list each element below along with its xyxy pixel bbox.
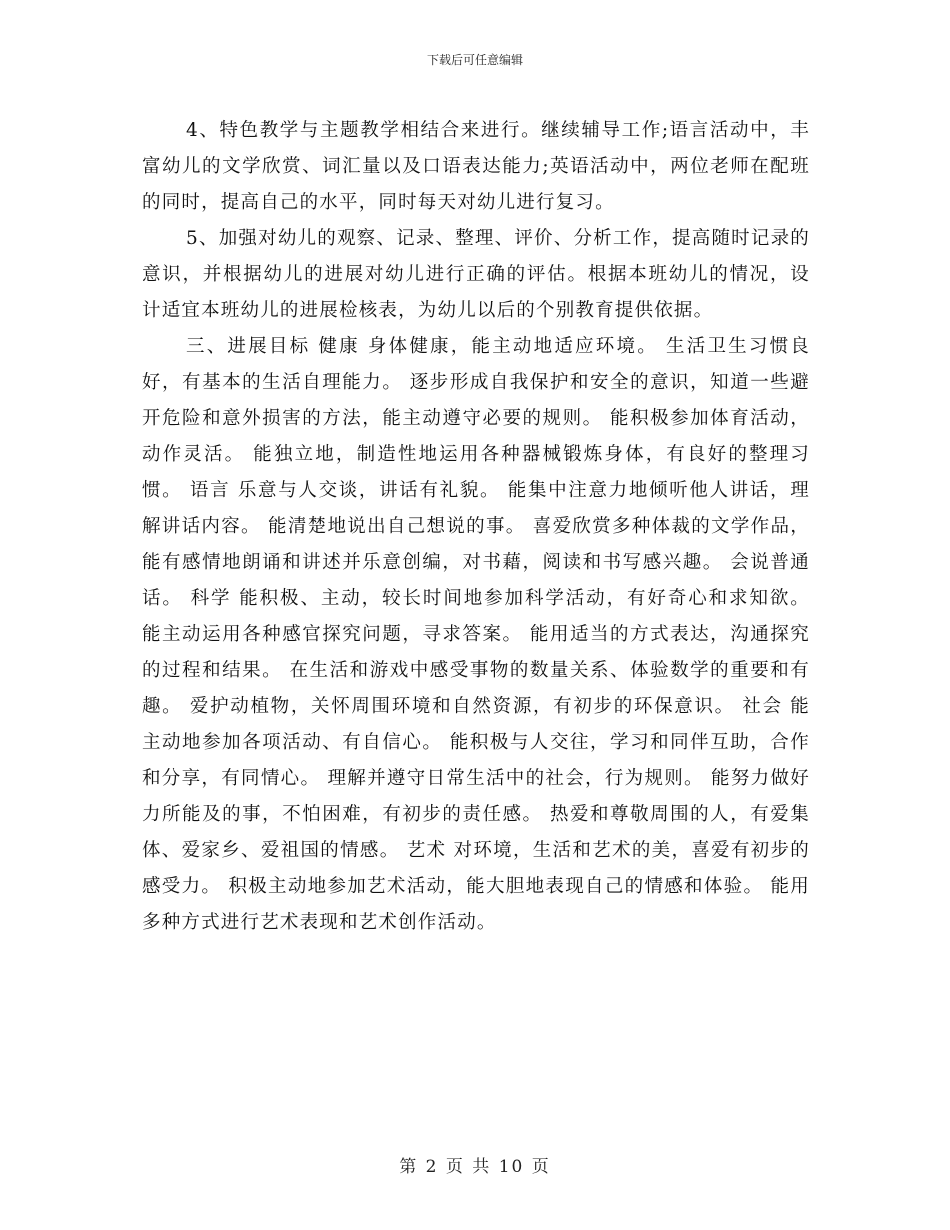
paragraph-goals: 三、进展目标 健康 身体健康，能主动地适应环境。 生活卫生习惯良好，有基本的生活自理能力。 逐步形成自我保护和安全的意识，知道一些避开危险和意外损害的方法，能主动遵守必要的规则。 能积极参加体育活动，动作灵活。 能独立地，制造性地运用各种器械锻炼身体，有良好的整理习惯。 语言 乐意与人交谈，讲话有礼貌。 能集中注意力地倾听他人讲话，理解讲话内容。 能清楚地说出自己想说的事。 喜爱欣赏多种体裁的文学作品，能有感情地朗诵和讲述并乐意创编，对书藉，阅读和书写感兴趣。 会说普通话。 科学 能积极、主动，较长时间地参加科学活动，有好奇心和求知欲。 能主动运用各种感官探究问题，寻求答案。 能用适当的方式表达，沟通探究的过程和结果。 在生活和游戏中感受事物的数量关系、体验数学的重要和有趣。 爱护动植物，关怀周围环境和自然资源，有初步的环保意识。 社会 能主动地参加各项活动、有自信心。 能积极与人交往，学习和同伴互助，合作和分享，有同情心。 理解并遵守日常生活中的社会，行为规则。 能努力做好力所能及的事，不怕困难，有初步的责任感。 热爱和尊敬周围的人，有爱集体、爱家乡、爱祖国的情感。 艺术 对环境，生活和艺术的美，喜爱有初步的感受力。 积极主动地参加艺术活动，能大胆地表现自己的情感和体验。 能用多种方式进行艺术表现和艺术创作活动。 (142, 336, 810, 933)
paragraph-item-4: 4、特色教学与主题教学相结合来进行。继续辅导工作;语言活动中，丰富幼儿的文学欣赏、词汇量以及口语表达能力;英语活动中，两位老师在配班的同时，提高自己的水平，同时每天对幼儿进行复习。 (142, 120, 810, 213)
page-number-footer: 第 2 页 共 10 页 (399, 1157, 551, 1177)
document-body (142, 113, 810, 941)
paragraph-item-5: 5、加强对幼儿的观察、记录、整理、评价、分析工作，提高随时记录的意识，并根据幼儿的进展对幼儿进行正确的评估。根据本班幼儿的情况，设计适宜本班幼儿的进展检核表，为幼儿以后的个别教育提供依据。 (142, 228, 810, 321)
page-header: 下载后可任意编辑 (426, 53, 523, 67)
